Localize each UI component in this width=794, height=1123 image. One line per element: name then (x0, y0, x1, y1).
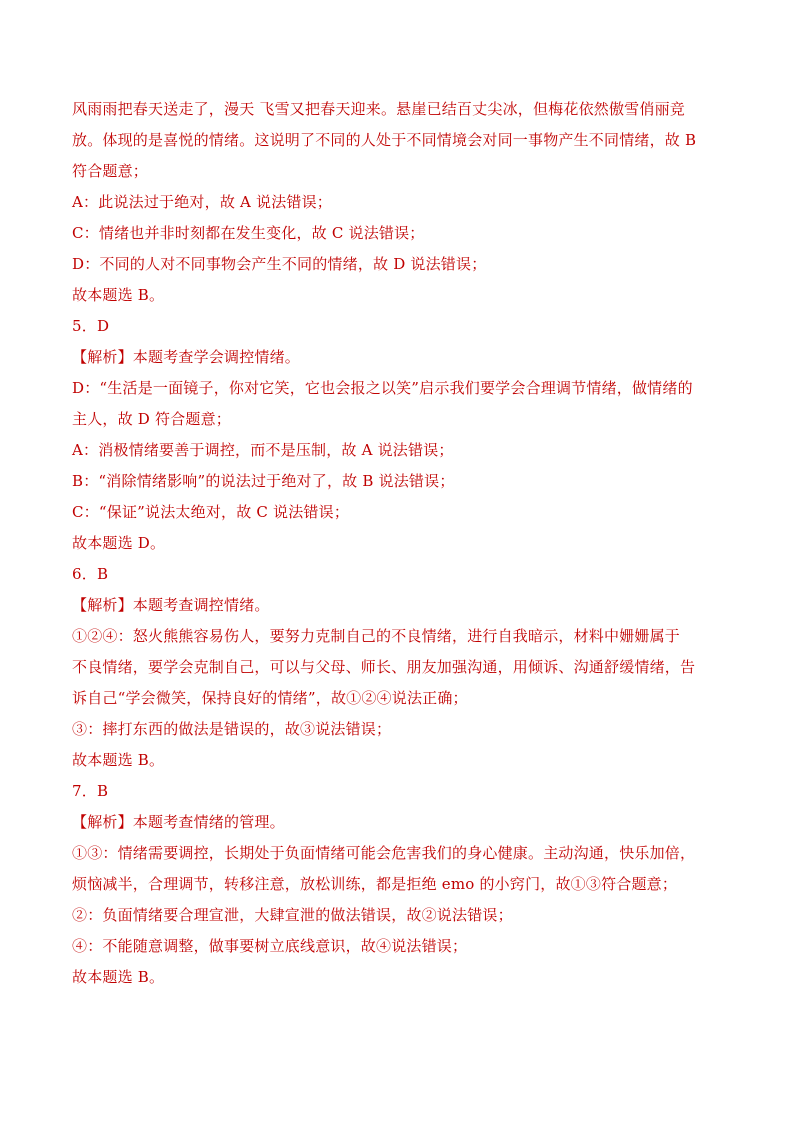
text-line: 故本题选 D。 (72, 534, 166, 552)
question-number: 7．B (72, 782, 109, 800)
text-line: A：此说法过于绝对，故 A 说法错误； (72, 193, 333, 211)
text-line: A：消极情绪要善于调控，而不是压制，故 A 说法错误； (72, 441, 454, 459)
text-line: 主人，故 D 符合题意； (72, 410, 231, 428)
analysis-heading: 【解析】本题考查情绪的管理。 (72, 813, 285, 831)
text-line: 烦恼减半，合理调节，转移注意，放松训练，都是拒绝 emo 的小窍门，故①③符合题意； (72, 875, 678, 893)
text-line: ①②④：怒火熊熊容易伤人，要努力克制自己的不良情绪，进行自我暗示，材料中姗姗属于 (72, 627, 681, 645)
answer-explanation-text (72, 94, 724, 993)
text-line: 符合题意； (72, 162, 149, 180)
question-number: 6．B (72, 565, 109, 583)
analysis-heading: 【解析】本题考查学会调控情绪。 (72, 348, 301, 366)
text-line: 故本题选 B。 (72, 286, 165, 304)
text-line: D：不同的人对不同事物会产生不同的情绪，故 D 说法错误； (72, 255, 487, 273)
text-line: 放。体现的是喜悦的情绪。这说明了不同的人处于不同情境会对同一事物产生不同情绪，故 B (72, 131, 697, 149)
text-line: 不良情绪，要学会克制自己，可以与父母、师长、朋友加强沟通，用倾诉、沟通舒缓情绪，告 (72, 658, 696, 676)
text-line: C：情绪也并非时刻都在发生变化，故 C 说法错误； (72, 224, 425, 242)
text-line: D：“生活是一面镜子，你对它笑，它也会报之以笑”启示我们要学会合理调节情绪，做情绪的 (72, 379, 693, 397)
text-line: ①③：情绪需要调控，长期处于负面情绪可能会危害我们的身心健康。主动沟通，快乐加倍， (72, 844, 696, 862)
question-number: 5．D (72, 317, 110, 335)
text-line: ③：摔打东西的做法是错误的，故③说法错误； (72, 720, 392, 738)
text-line: ②：负面情绪要合理宣泄，大肆宣泄的做法错误，故②说法错误； (72, 906, 513, 924)
text-line: C：“保证”说法太绝对，故 C 说法错误； (72, 503, 350, 521)
analysis-heading: 【解析】本题考查调控情绪。 (72, 596, 270, 614)
text-line: 风雨雨把春天送走了，漫天 飞雪又把春天迎来。悬崖已结百丈尖冰，但梅花依然傲雪俏丽竞 (72, 100, 685, 118)
text-line: B：“消除情绪影响”的说法过于绝对了，故 B 说法错误； (72, 472, 455, 490)
text-line: 故本题选 B。 (72, 968, 165, 986)
text-line: 诉自己“学会微笑，保持良好的情绪”，故①②④说法正确； (72, 689, 468, 707)
text-line: 故本题选 B。 (72, 751, 165, 769)
text-line: ④：不能随意调整，做事要树立底线意识，故④说法错误； (72, 937, 468, 955)
